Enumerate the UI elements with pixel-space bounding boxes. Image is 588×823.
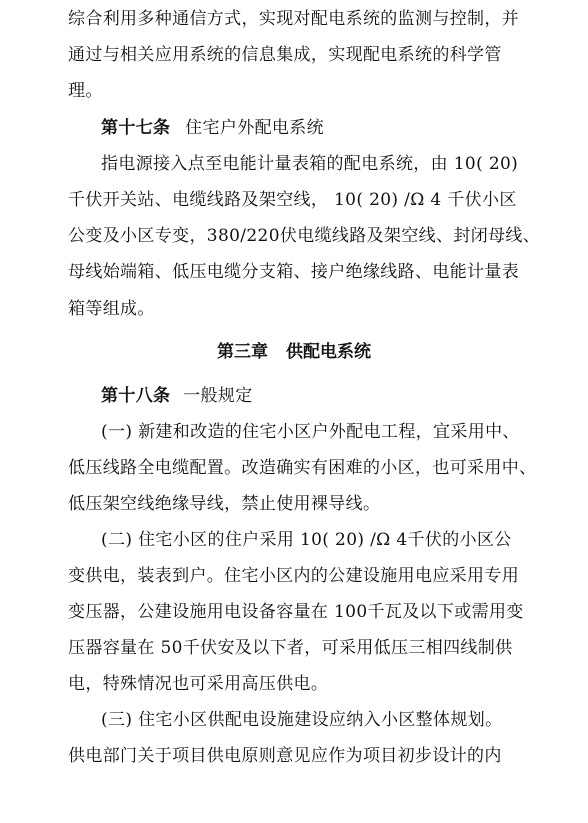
article-18	[101, 384, 253, 408]
text-line: 公变及小区专变，380/220伏电缆线路及架空线、封闭母线、	[68, 226, 541, 246]
article-title: 第十八条	[101, 386, 171, 406]
text-line: 箱等组成。	[68, 299, 155, 319]
article-17	[101, 116, 324, 140]
article-subject: 住宅户外配电系统	[185, 118, 324, 138]
chapter-title: 供配电系统	[286, 342, 371, 362]
text-line: (一) 新建和改造的住宅小区户外配电工程，宜采用中、	[101, 422, 520, 442]
text-line: 低压架空线绝缘导线，禁止使用裸导线。	[68, 494, 381, 514]
chapter-number: 第三章	[217, 342, 268, 362]
chapter-heading	[0, 340, 588, 364]
text-line: 指电源接入点至电能计量表箱的配电系统，由 10( 20)	[101, 154, 519, 174]
text-line: 变供电，装表到户。住宅小区内的公建设施用电应采用专用	[68, 566, 520, 586]
article-title: 第十七条	[101, 118, 171, 138]
article-subject: 一般规定	[183, 386, 253, 406]
text-line: 综合利用多种通信方式，实现对配电系统的监测与控制，并	[68, 9, 520, 29]
text-line: 千伏开关站、电缆线路及架空线， 10( 20) /Ω 4 千伏小区	[68, 190, 517, 210]
text-line: 通过与相关应用系统的信息集成，实现配电系统的科学管	[68, 45, 502, 65]
text-line: 供电部门关于项目供电原则意见应作为项目初步设计的内	[68, 746, 502, 766]
text-line: 变压器，公建设施用电设备容量在 100千瓦及以下或需用变	[68, 602, 524, 622]
text-line: 母线始端箱、低压电缆分支箱、接户绝缘线路、电能计量表	[68, 262, 520, 282]
text-line: 低压线路全电缆配置。改造确实有困难的小区，也可采用中、	[68, 458, 537, 478]
text-line: 电，特殊情况也可采用高压供电。	[68, 674, 329, 694]
text-line: 理。	[68, 81, 103, 101]
text-line: (三) 住宅小区供配电设施建设应纳入小区整体规划。	[101, 710, 503, 730]
text-line: 压器容量在 50千伏安及以下者，可采用低压三相四线制供	[68, 638, 513, 658]
text-line: (二) 住宅小区的住户采用 10( 20) /Ω 4千伏的小区公	[101, 530, 512, 550]
